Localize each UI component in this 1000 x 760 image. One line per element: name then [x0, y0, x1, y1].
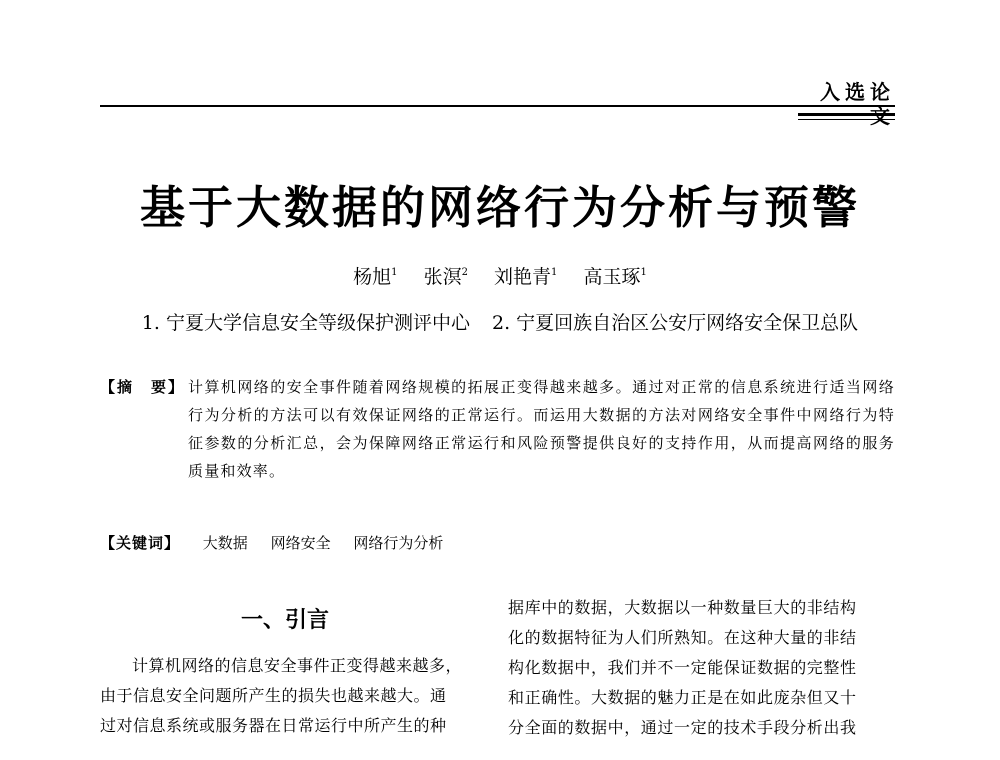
author-name: 杨旭: [353, 266, 392, 288]
author-affil-mark: 1: [551, 267, 558, 278]
section-heading: 一、引言: [240, 608, 329, 633]
keywords-label: 【关键词】: [100, 534, 181, 552]
body-line: 构化数据中，我们并不一定能保证数据的完整性: [508, 658, 857, 677]
abstract-label: 【摘 要】: [100, 378, 186, 396]
keyword: 网络安全: [270, 534, 331, 552]
author-affil-mark: 1: [640, 267, 647, 278]
author: [583, 266, 646, 288]
body-line: 据库中的数据，大数据以一种数量巨大的非结构: [508, 598, 857, 617]
author-affil-mark: 1: [391, 267, 398, 278]
author-affil-mark: 2: [461, 267, 468, 278]
section-label-underline: [798, 113, 895, 116]
author: [424, 266, 468, 288]
keyword: 大数据: [202, 534, 248, 552]
body-column-left: [100, 651, 472, 741]
abstract-text: 计算机网络的安全事件随着网络规模的拓展正变得越来越多。通过对正常的信息系统进行适当网络行为分析的方法可以有效保证网络的正常运行。而运用大数据的方法对网络安全事件中网络行为特征参数的分析汇总，会为保障网络正常运行和风险预警提供良好的支持作用，从而提高网络的服务质量和效率。: [188, 378, 895, 480]
author-name: 刘艳青: [494, 266, 552, 288]
affiliation: 1. 宁夏大学信息安全等级保护测评中心: [141, 312, 470, 334]
author-name: 张溟: [423, 266, 462, 288]
paper-title: 基于大数据的网络行为分析与预警: [139, 181, 860, 234]
body-line: 由于信息安全问题所产生的损失也越来越大。通: [100, 686, 447, 705]
body-line: 化的数据特征为人们所熟知。在这种大量的非结: [508, 628, 857, 647]
body-line: 过对信息系统或服务器在日常运行中所产生的种: [100, 716, 447, 735]
body-line: 和正确性。大数据的魅力正是在如此庞杂但又十: [508, 688, 857, 707]
body-column-right: [508, 593, 896, 743]
section-label: 入选论文: [820, 80, 895, 128]
author: [494, 266, 557, 288]
body-line: 计算机网络的信息安全事件正变得越来越多，: [132, 656, 463, 675]
keywords: [100, 529, 895, 557]
header-rule: [100, 105, 895, 107]
abstract: [100, 373, 895, 485]
author-name: 高玉琢: [583, 266, 641, 288]
section-label-underline-thin: [798, 119, 895, 120]
body-line: 分全面的数据中，通过一定的技术手段分析出我: [508, 718, 857, 737]
author-list: [0, 259, 1000, 291]
affiliation-list: [0, 309, 1000, 337]
keyword: 网络行为分析: [353, 534, 444, 552]
affiliation: 2. 宁夏回族自治区公安厅网络安全保卫总队: [492, 312, 859, 334]
author: [353, 266, 397, 288]
